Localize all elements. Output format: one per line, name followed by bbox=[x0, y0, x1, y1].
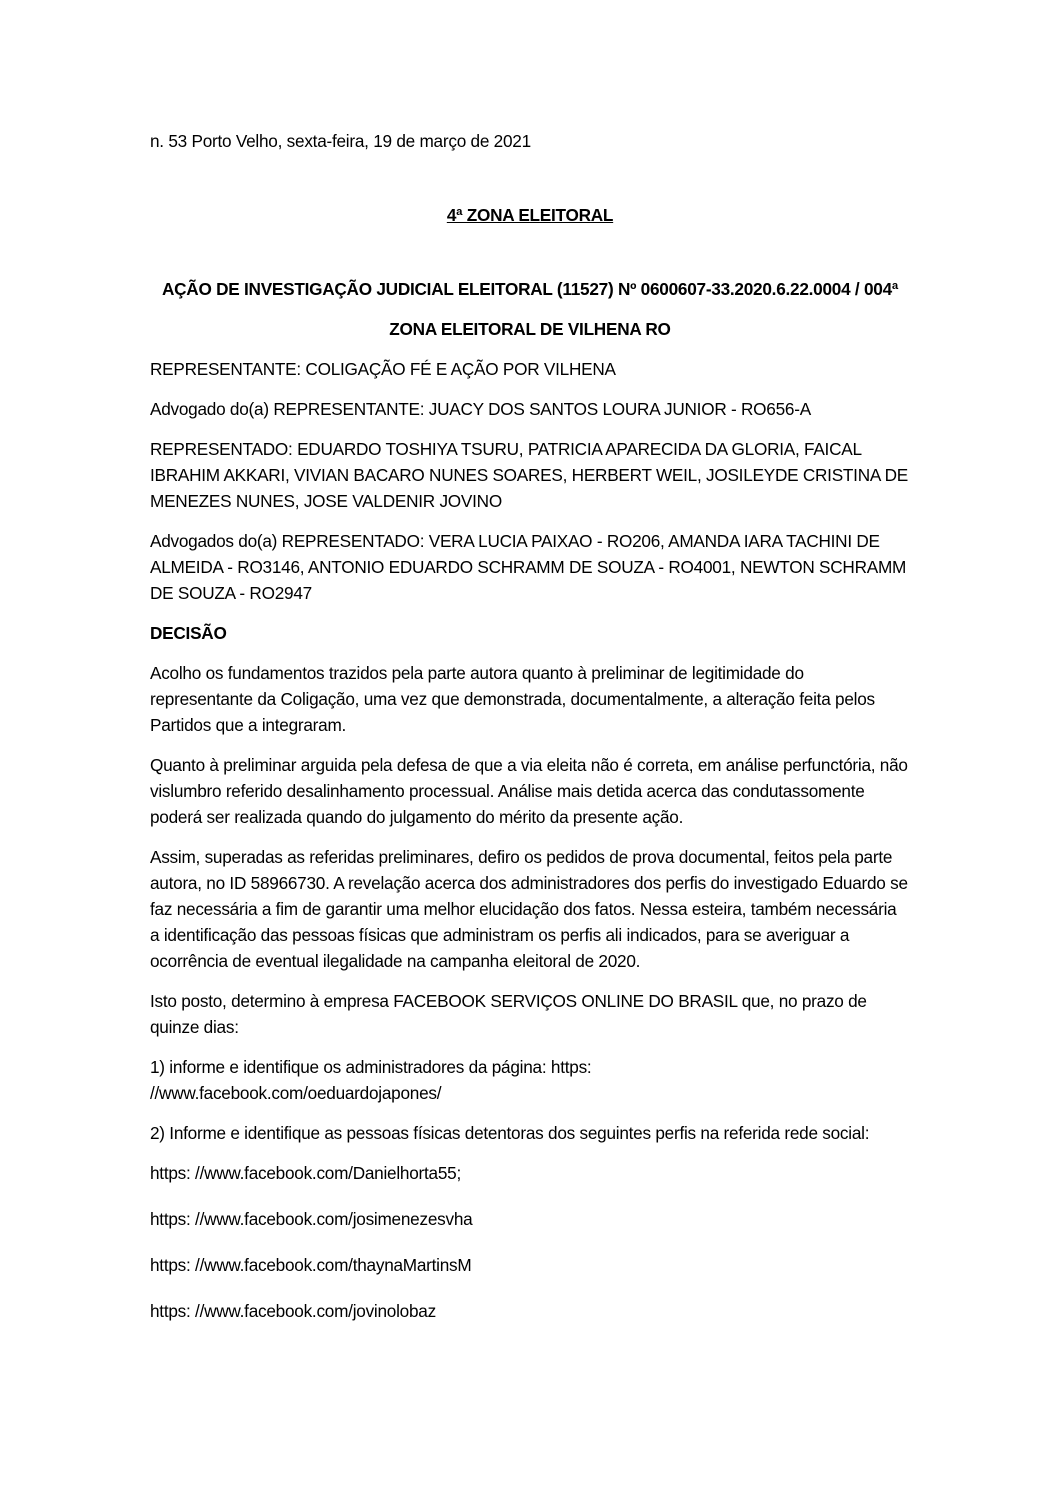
order-item-1-line1: 1) informe e identifique os administradores da página: https: bbox=[150, 1057, 592, 1077]
profile-url: https: //www.facebook.com/thaynaMartinsM bbox=[150, 1255, 472, 1275]
body-paragraph: Quanto à preliminar arguida pela defesa de que a via eleita não é correta, em análise perfunctória, não vislumbro referido desalinhamento processual. Análise mais detida acerca das condutassomente poderá ser realizada quando do julgamento do mérito da presente ação. bbox=[150, 755, 908, 827]
decisao-heading: DECISÃO bbox=[150, 623, 227, 643]
body-paragraph: Acolho os fundamentos trazidos pela parte autora quanto à preliminar de legitimidade do representante da Coligação, uma vez que demonstrada, documentalmente, a alteração feita pelos Partidos que a integraram. bbox=[150, 663, 875, 735]
order-item-1 bbox=[150, 1054, 910, 1106]
body-paragraph: Assim, superadas as referidas preliminares, defiro os pedidos de prova documental, feitos pela parte autora, no ID 58966730. A revelação acerca dos administradores dos perfis do investigado Eduardo se faz necessária a fim de garantir uma melhor elucidação dos fatos. Nessa esteira, também necessária a identificação das pessoas físicas que administram os perfis ali indicados, para se averiguar a ocorrência de eventual ilegalidade na campanha eleitoral de 2020. bbox=[150, 847, 908, 971]
order-item-2: 2) Informe e identifique as pessoas físicas detentoras dos seguintes perfis na referida rede social: bbox=[150, 1123, 870, 1143]
document-body bbox=[150, 128, 910, 1344]
zone-title: 4ª ZONA ELEITORAL bbox=[446, 205, 614, 225]
body-paragraph: Isto posto, determino à empresa FACEBOOK SERVIÇOS ONLINE DO BRASIL que, no prazo de quinze dias: bbox=[150, 991, 867, 1037]
case-subtitle: ZONA ELEITORAL DE VILHENA RO bbox=[389, 319, 671, 339]
representante-line: REPRESENTANTE: COLIGAÇÃO FÉ E AÇÃO POR VILHENA bbox=[150, 359, 616, 379]
case-title: AÇÃO DE INVESTIGAÇÃO JUDICIAL ELEITORAL (11527) Nº 0600607-33.2020.6.22.0004 / 004ª bbox=[161, 279, 899, 299]
representado-paragraph: REPRESENTADO: EDUARDO TOSHIYA TSURU, PATRICIA APARECIDA DA GLORIA, FAICAL IBRAHIM AKKARI, VIVIAN BACARO NUNES SOARES, HERBERT WEIL, JOSILEYDE CRISTINA DE MENEZES NUNES, JOSE VALDENIR JOVINO bbox=[150, 439, 909, 511]
profile-url: https: //www.facebook.com/Danielhorta55; bbox=[150, 1163, 461, 1183]
advogado-representante-line: Advogado do(a) REPRESENTANTE: JUACY DOS SANTOS LOURA JUNIOR - RO656-A bbox=[150, 399, 811, 419]
order-item-1-url: //www.facebook.com/oeduardojapones/ bbox=[150, 1083, 442, 1103]
profile-url: https: //www.facebook.com/jovinolobaz bbox=[150, 1301, 436, 1321]
advogados-representado-paragraph: Advogados do(a) REPRESENTADO: VERA LUCIA PAIXAO - RO206, AMANDA IARA TACHINI DE ALMEIDA - RO3146, ANTONIO EDUARDO SCHRAMM DE SOUZA - RO4001, NEWTON SCHRAMM DE SOUZA - RO2947 bbox=[150, 531, 907, 603]
profile-url: https: //www.facebook.com/josimenezesvha bbox=[150, 1209, 473, 1229]
gazette-header-line: n. 53 Porto Velho, sexta-feira, 19 de março de 2021 bbox=[150, 131, 531, 151]
